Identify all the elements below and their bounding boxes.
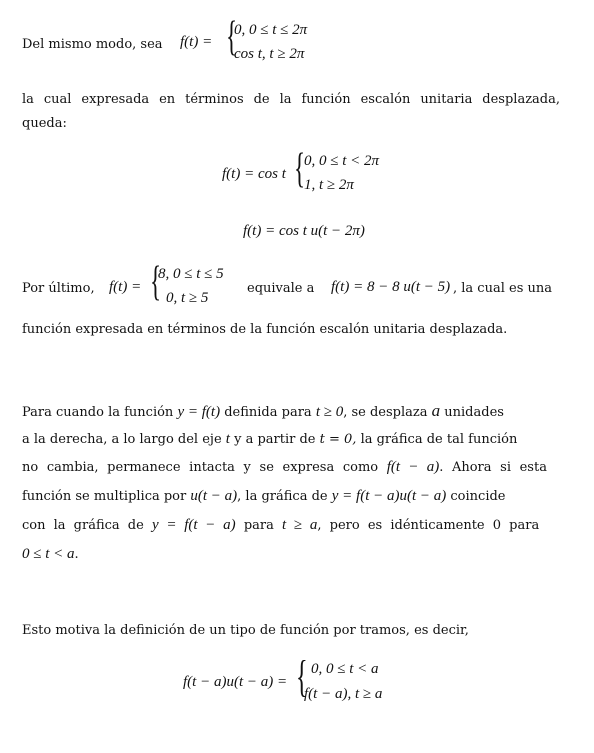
text-run: y a partir de bbox=[234, 432, 316, 447]
text-run: no cambia, permanece intacta y se expresa como bbox=[22, 460, 379, 475]
text-run: para bbox=[243, 518, 274, 533]
inline-math: y = f(t) bbox=[177, 404, 221, 420]
paragraph-line bbox=[22, 488, 506, 505]
inline-math: f(t − a) bbox=[386, 459, 440, 475]
equation-lhs bbox=[180, 34, 212, 51]
case-line: f(t − a), t ≥ a bbox=[304, 686, 383, 702]
paragraph-line: queda: bbox=[22, 116, 67, 131]
paragraph-line: Esto motiva la definición de un tipo de función por tramos, es decir, bbox=[22, 623, 469, 638]
text-run: definida para bbox=[224, 405, 312, 420]
brace-symbol: { bbox=[150, 259, 162, 305]
text-run: . Ahora si esta bbox=[439, 460, 547, 475]
paragraph-line bbox=[22, 401, 504, 421]
paragraph-line bbox=[22, 431, 517, 448]
inline-math: t = 0, bbox=[319, 432, 357, 447]
case-line: 0, 0 ≤ t < a bbox=[311, 661, 379, 677]
inline-math: t ≥ 0 bbox=[315, 404, 344, 420]
text-run: . bbox=[74, 547, 79, 562]
inline-math: u(t − a) bbox=[190, 488, 238, 504]
case-line: 0, 0 ≤ t ≤ 2π bbox=[234, 22, 308, 38]
brace-symbol: { bbox=[226, 14, 238, 60]
equation-lhs: f(t − a)u(t − a) = bbox=[183, 674, 288, 690]
paragraph-text: , la cual es una bbox=[453, 281, 552, 296]
equation: f(t) = cos t u(t − 2π) bbox=[243, 223, 365, 239]
text-run: Para cuando la función bbox=[22, 405, 174, 420]
text-run: , pero es idénticamente 0 para bbox=[317, 518, 540, 533]
case-line: 0, 0 ≤ t < 2π bbox=[304, 153, 380, 169]
paragraph-line: la cual expresada en términos de la función escalón unitaria desplazada, bbox=[22, 92, 560, 107]
equation-lhs-text: f(t) = bbox=[180, 34, 213, 50]
text-run: , se desplaza bbox=[343, 405, 428, 420]
case-line: 0, t ≥ 5 bbox=[166, 290, 209, 306]
case-line: cos t, t ≥ 2π bbox=[234, 46, 305, 62]
inline-math: y = f(t − a)u(t − a) bbox=[331, 488, 447, 504]
brace-symbol: { bbox=[294, 146, 306, 192]
equation-lhs: f(t) = bbox=[109, 279, 142, 295]
case-line: 1, t ≥ 2π bbox=[304, 177, 354, 193]
paragraph-line bbox=[22, 517, 539, 534]
equation-lhs: f(t) = cos t bbox=[222, 166, 286, 182]
inline-math: t bbox=[225, 431, 230, 447]
equation: f(t) = 8 − 8 u(t − 5) bbox=[331, 279, 451, 295]
case-line: 8, 0 ≤ t ≤ 5 bbox=[158, 266, 224, 282]
paragraph-line bbox=[22, 459, 560, 476]
text-run: unidades bbox=[444, 405, 504, 420]
brace-symbol: { bbox=[296, 652, 308, 701]
inline-math: a bbox=[431, 401, 441, 420]
paragraph-text: equivale a bbox=[247, 281, 315, 296]
text-run: a la derecha, a lo largo del eje bbox=[22, 432, 222, 447]
text-run: , la gráfica de bbox=[237, 489, 328, 504]
paragraph-intro: Por último, bbox=[22, 281, 95, 296]
paragraph-line bbox=[22, 546, 79, 563]
inline-math: 0 ≤ t < a bbox=[22, 546, 75, 562]
inline-math: y = f(t − a) bbox=[151, 517, 236, 533]
text-run: con la gráfica de bbox=[22, 518, 144, 533]
inline-math: t ≥ a bbox=[282, 517, 318, 533]
text-run: coincide bbox=[450, 489, 506, 504]
paragraph-intro: Del mismo modo, sea bbox=[22, 37, 163, 52]
text-run: la gráfica de tal función bbox=[360, 432, 518, 447]
text-run: función se multiplica por bbox=[22, 489, 187, 504]
paragraph-line: función expresada en términos de la función escalón unitaria desplazada. bbox=[22, 322, 508, 337]
